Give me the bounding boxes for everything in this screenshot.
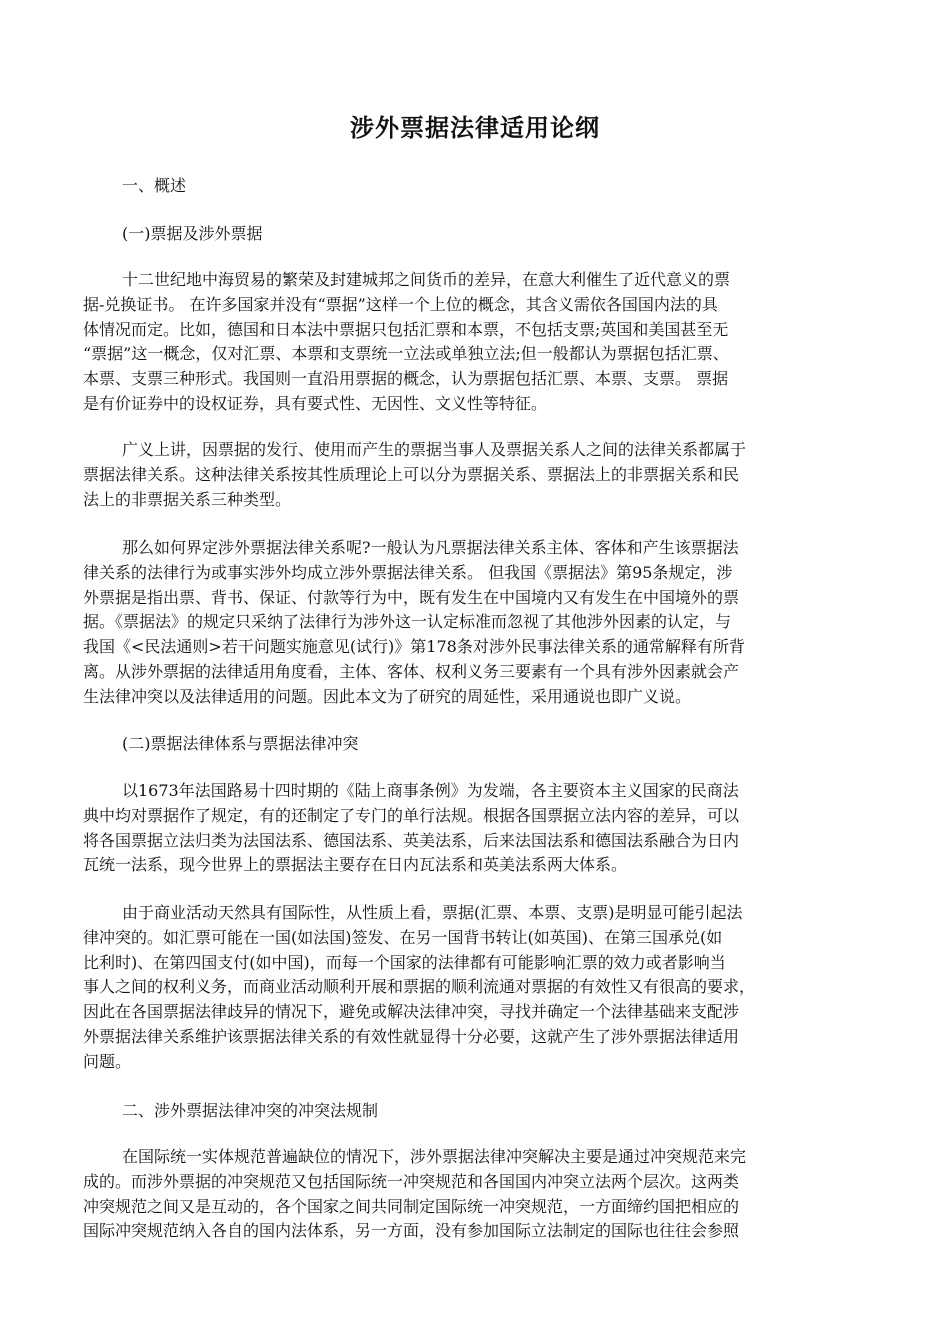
paragraph-line: 体情况而定。比如，德国和日本法中票据只包括汇票和本票，不包括支票;英国和美国甚至无 <box>83 319 729 339</box>
paragraph-line: 问题。 <box>83 1051 132 1071</box>
paragraph-line: 法上的非票据关系三种类型。 <box>83 489 292 509</box>
paragraph-line: 因此在各国票据法律歧异的情况下，避免或解决法律冲突，寻找并确定一个法律基础来支配涉 <box>83 1002 740 1022</box>
paragraph-line: 本票、支票三种形式。我国则一直沿用票据的概念，认为票据包括汇票、本票、支票。 票据 <box>83 369 729 389</box>
paragraph-5 <box>83 901 879 1075</box>
paragraph-line: 票据法律关系。这种法律关系按其性质理论上可以分为票据关系、票据法上的非票据关系和民 <box>83 464 740 484</box>
paragraph-line: 比利时)、在第四国支付(如中国)，而每一个国家的法律都有可能影响汇票的效力或者影响当 <box>83 952 726 972</box>
paragraph-line: 由于商业活动天然具有国际性，从性质上看，票据(汇票、本票、支票)是明显可能引起法 <box>122 903 743 922</box>
paragraph-line: 以1673年法国路易十四时期的《陆上商事条例》为发端，各主要资本主义国家的民商法 <box>122 781 739 800</box>
section-heading-conflict-rules: 二、涉外票据法律冲突的冲突法规制 <box>122 1101 379 1120</box>
paragraph-line: 广义上讲，因票据的发行、使用而产生的票据当事人及票据关系人之间的法律关系都属于 <box>122 440 747 459</box>
paragraph-line: 我国《<民法通则>若干问题实施意见(试行)》第178条对涉外民事法律关系的通常解释有所背 <box>83 637 745 657</box>
subsection-heading-systems: (二)票据法律体系与票据法律冲突 <box>122 734 359 753</box>
paragraph-line: 律冲突的。如汇票可能在一国(如法国)签发、在另一国背书转让(如英国)、在第三国承兑(如 <box>83 927 723 947</box>
paragraph-line: 生法律冲突以及法律适用的问题。因此本文为了研究的周延性，采用通说也即广义说。 <box>83 686 692 706</box>
paragraph-line: “票据”这一概念，仅对汇票、本票和支票统一立法或单独立法;但一般都认为票据包括汇票、 <box>83 344 729 364</box>
paragraph-line: 外票据法律关系维护该票据法律关系的有效性就显得十分必要，这就产生了涉外票据法律适用 <box>83 1026 740 1046</box>
paragraph-line: 离。从涉外票据的法律适用角度看，主体、客体、权利义务三要素有一个具有涉外因素就会产 <box>83 661 740 681</box>
paragraph-line: 外票据是指出票、背书、保证、付款等行为中，既有发生在中国境内又有发生在中国境外的票 <box>83 587 740 607</box>
paragraph-line: 在国际统一实体规范普遍缺位的情况下，涉外票据法律冲突解决主要是通过冲突规范来完 <box>122 1147 747 1166</box>
paragraph-line: 十二世纪地中海贸易的繁荣及封建城邦之间货币的差异，在意大利催生了近代意义的票 <box>122 270 731 289</box>
paragraph-line: 事人之间的权利义务，而商业活动顺利开展和票据的顺利流通对票据的有效性又有很高的要求， <box>83 977 756 997</box>
paragraph-line: 据-兑换证书。 在许多国家并没有“票据”这样一个上位的概念，其含义需依各国国内法的具 <box>83 294 718 314</box>
paragraph-line: 是有价证券中的设权证券，具有要式性、无因性、文义性等特征。 <box>83 393 548 413</box>
paragraph-line: 律关系的法律行为或事实涉外均成立涉外票据法律关系。 但我国《票据法》第95条规定，涉 <box>83 562 733 582</box>
paragraph-line: 典中均对票据作了规定，有的还制定了专门的单行法规。根据各国票据立法内容的差异，可以 <box>83 805 740 825</box>
paragraph-line: 据。《票据法》的规定只采纳了法律行为涉外这一认定标准而忽视了其他涉外因素的认定，与 <box>83 612 732 632</box>
paragraph-line: 将各国票据立法归类为法国法系、德国法系、英美法系，后来法国法系和德国法系融合为日内 <box>83 830 740 850</box>
paragraph-line: 成的。而涉外票据的冲突规范又包括国际统一冲突规范和各国国内冲突立法两个层次。这两类 <box>83 1171 740 1191</box>
paragraph-4 <box>83 779 879 878</box>
paragraph-3 <box>83 536 879 710</box>
paragraph-1 <box>83 268 879 417</box>
document-title: 涉外票据法律适用论纲 <box>350 114 600 142</box>
subsection-heading-bills: (一)票据及涉外票据 <box>122 224 263 243</box>
paragraph-line: 冲突规范之间又是互动的，各个国家之间共同制定国际统一冲突规范，一方面缔约国把相应的 <box>83 1196 740 1216</box>
paragraph-line: 瓦统一法系，现今世界上的票据法主要存在日内瓦法系和英美法系两大体系。 <box>83 855 628 875</box>
paragraph-line: 那么如何界定涉外票据法律关系呢?一般认为凡票据法律关系主体、客体和产生该票据法 <box>122 538 739 557</box>
paragraph-2 <box>83 438 879 512</box>
paragraph-6 <box>83 1145 879 1244</box>
paragraph-line: 国际冲突规范纳入各自的国内法体系，另一方面，没有参加国际立法制定的国际也往往会参照 <box>83 1221 740 1241</box>
section-heading-overview: 一、概述 <box>122 176 187 195</box>
